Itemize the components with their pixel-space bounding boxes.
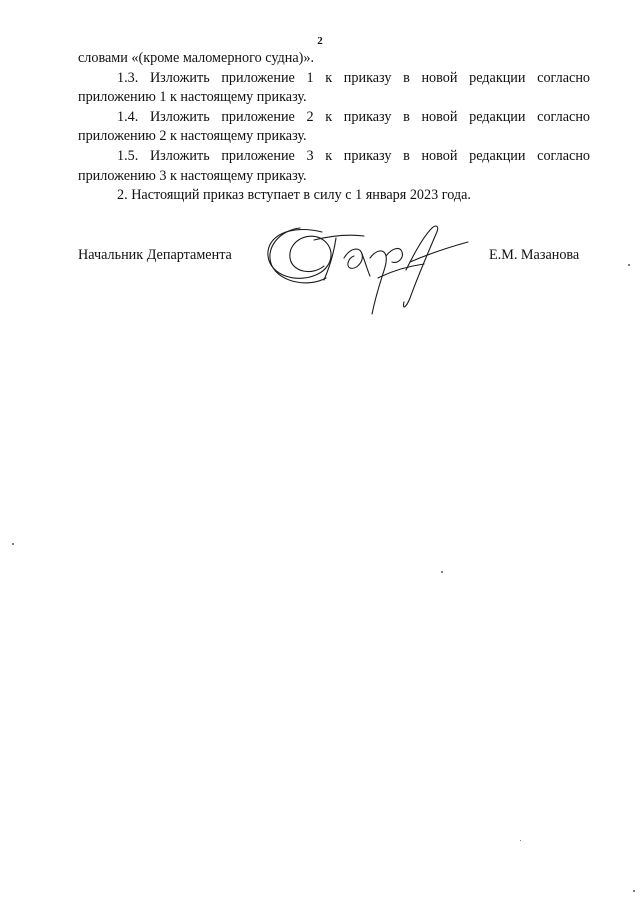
paragraph-2: 2. Настоящий приказ вступает в силу с 1 января 2023 года. <box>117 187 471 204</box>
handwritten-signature <box>260 218 470 322</box>
signatory-name: Е.М. Мазанова <box>489 247 580 263</box>
scan-speck <box>12 543 14 545</box>
paragraph-continuation: словами «(кроме маломерного судна)». <box>78 50 314 66</box>
scan-speck <box>441 571 443 573</box>
signatory-role: Начальник Департамента <box>78 247 232 263</box>
paragraph-1-5: 1.5. Изложить приложение 3 к приказу в новой редакции согласно приложению 3 к настоящему приказу. <box>78 147 590 184</box>
paragraph-1-3: 1.3. Изложить приложение 1 к приказу в новой редакции согласно приложению 1 к настоящему приказу. <box>78 69 590 106</box>
document-body <box>78 49 590 206</box>
scan-speck <box>520 840 521 841</box>
paragraph-1-4: 1.4. Изложить приложение 2 к приказу в новой редакции согласно приложению 2 к настоящему приказу. <box>78 108 590 145</box>
scan-speck <box>628 264 630 266</box>
page-number: 2 <box>317 35 323 47</box>
scan-speck <box>633 890 635 892</box>
